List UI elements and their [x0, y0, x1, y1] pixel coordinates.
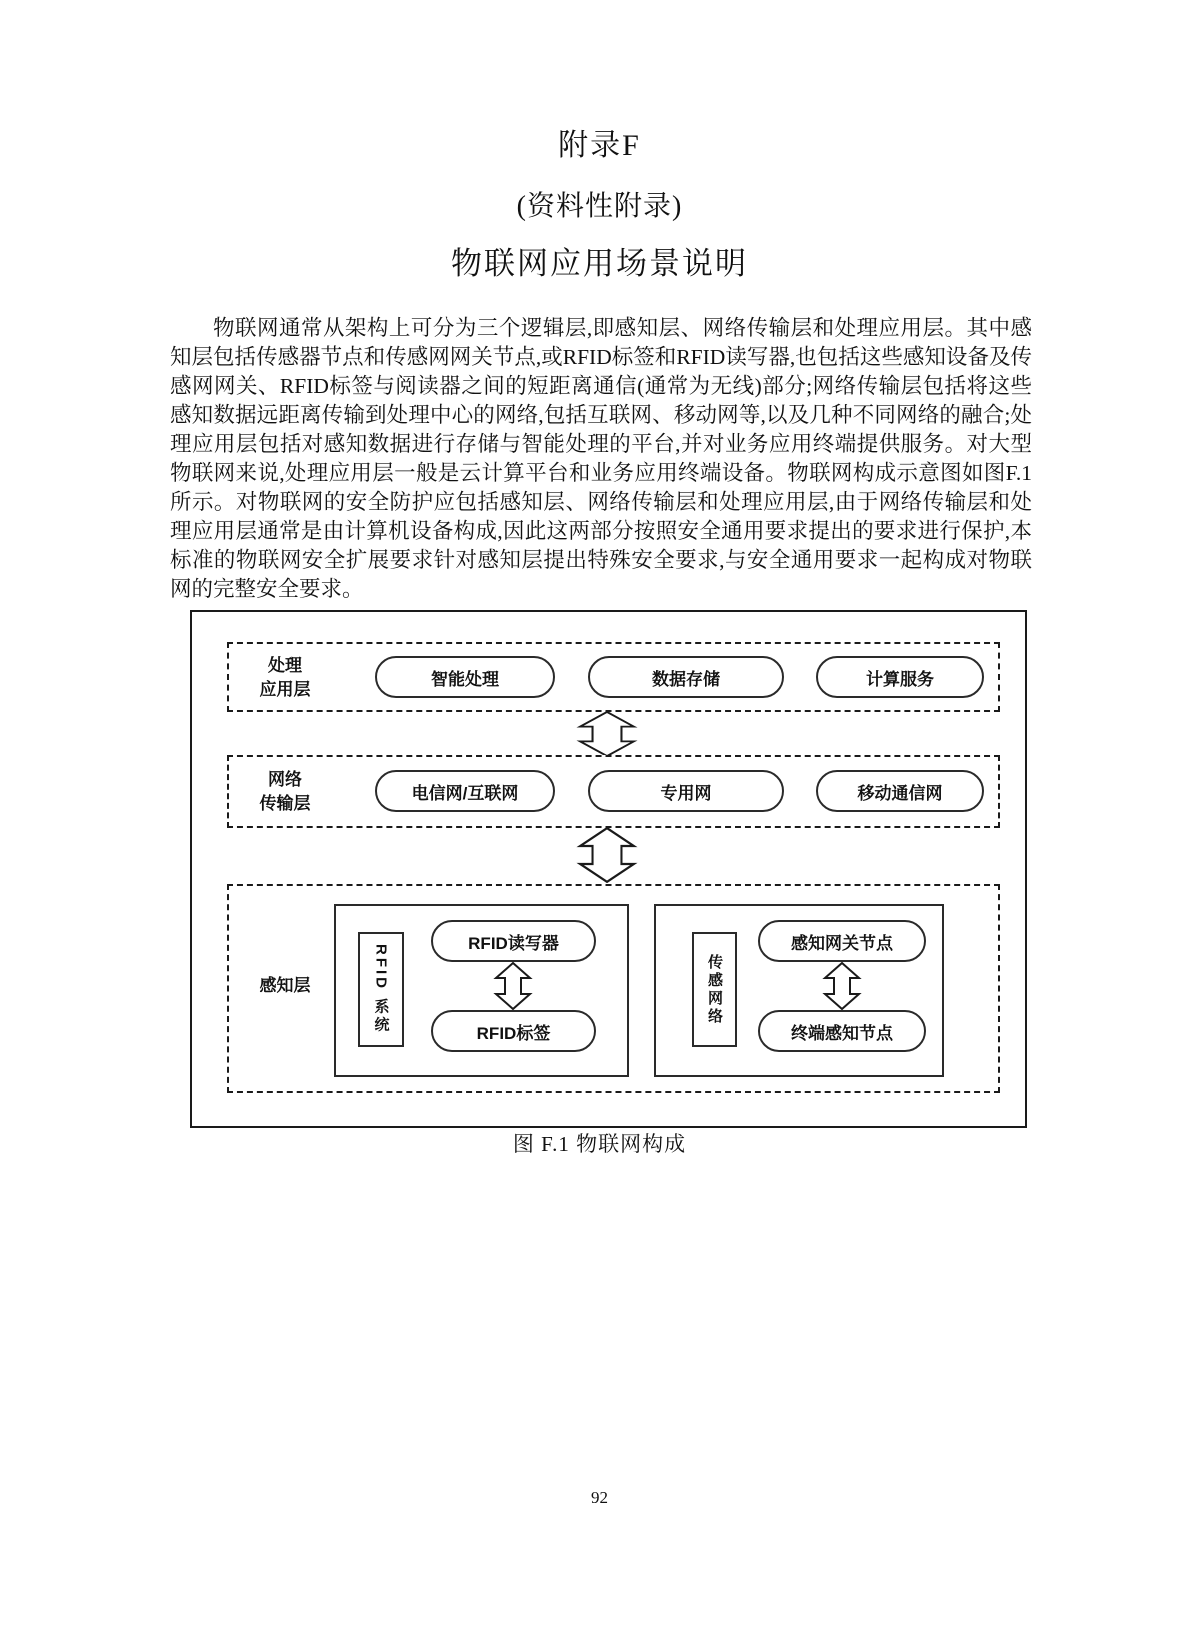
node-terminal-sensing: 终端感知节点	[758, 1010, 926, 1052]
node-data-storage: 数据存储	[588, 656, 784, 698]
node-rfid-reader: RFID读写器	[431, 920, 596, 962]
node-telecom-internet: 电信网/互联网	[375, 770, 555, 812]
sensing-layer-box	[227, 884, 1000, 1093]
rfid-system-side-label: RFID 系统	[358, 932, 404, 1047]
vertical-double-arrow-icon	[576, 711, 638, 757]
vertical-double-arrow-icon	[576, 827, 638, 883]
sensing-layer-label: 感知层	[259, 976, 311, 995]
sensor-network-group-box	[654, 904, 944, 1077]
node-mobile-network: 移动通信网	[816, 770, 984, 812]
processing-application-layer-box	[227, 642, 1000, 712]
layer-label-line: 传输层	[259, 794, 311, 813]
vertical-double-arrow-icon	[822, 962, 862, 1010]
vertical-double-arrow-icon	[493, 962, 533, 1010]
rfid-system-group-box	[334, 904, 629, 1077]
network-transmission-layer-label	[229, 768, 341, 816]
layer-label-line: 处理	[268, 656, 302, 675]
node-sensing-gateway: 感知网关节点	[758, 920, 926, 962]
node-rfid-tag: RFID标签	[431, 1010, 596, 1052]
processing-application-layer-label	[229, 654, 341, 702]
figure-caption: 图 F.1 物联网构成	[512, 1132, 687, 1156]
sensor-network-side-label: 传感网络	[692, 932, 737, 1047]
network-transmission-layer-box	[227, 755, 1000, 828]
page-number: 92	[591, 1488, 608, 1507]
appendix-subtitle: (资料性附录)	[516, 191, 683, 222]
node-computing-service: 计算服务	[816, 656, 984, 698]
body-paragraph: 物联网通常从架构上可分为三个逻辑层,即感知层、网络传输层和处理应用层。其中感知层包括传感器节点和传感网网关节点,或RFID标签和RFID读写器,也包括这些感知设备及传感网网关、RFID标签与阅读器之间的短距离通信(通常为无线)部分;网络传输层包括将这些感知数据远距离传输到处理中心的网络,包括互联网、移动网等,以及几种不同网络的融合;处理应用层包括对感知数据进行存储与智能处理的平台,并对业务应用终端提供服务。对大型物联网来说,处理应用层一般是云计算平台和业务应用终端设备。物联网构成示意图如图F.1所示。对物联网的安全防护应包括感知层、网络传输层和处理应用层,由于网络传输层和处理应用层通常是由计算机设备构成,因此这两部分按照安全通用要求提出的要求进行保护,本标准的物联网安全扩展要求针对感知层提出特殊安全要求,与安全通用要求一起构成对物联网的完整安全要求。	[170, 315, 1032, 601]
layer-label-line: 网络	[268, 770, 302, 789]
section-title: 物联网应用场景说明	[451, 246, 748, 281]
node-private-network: 专用网	[588, 770, 784, 812]
layer-label-line: 应用层	[259, 680, 311, 699]
iot-architecture-figure	[190, 610, 1027, 1128]
node-intelligent-processing: 智能处理	[375, 656, 555, 698]
appendix-title: 附录F	[558, 129, 641, 162]
